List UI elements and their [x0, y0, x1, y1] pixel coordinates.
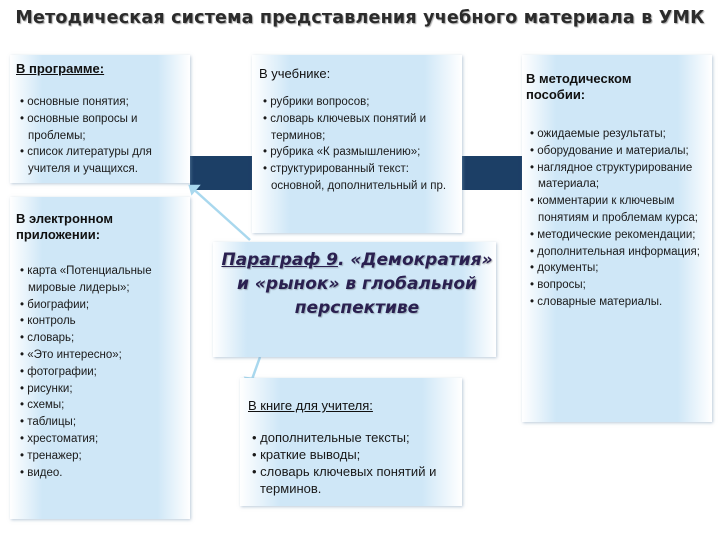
paragraph-box [213, 242, 496, 357]
list-item: • структурированный текст: основной, дополнительный и пр. [259, 161, 459, 195]
list-item: • вопросы; [526, 277, 710, 294]
list-item: • методические рекомендации; [526, 227, 710, 244]
list-item: • список литературы для учителя и учащихся. [16, 144, 188, 178]
arrow-electronic-to-paragraph [190, 186, 250, 240]
paragraph-number: Параграф 9 [221, 250, 338, 270]
textbook-box [252, 55, 462, 233]
list-item: • видео. [16, 465, 188, 482]
list-item: • тренажер; [16, 448, 188, 465]
list-item: • комментарии к ключевым понятиям и проблемам курса; [526, 193, 710, 227]
page-title: Методическая система представления учебного материала в УМК [15, 8, 705, 28]
list-item: • фотографии; [16, 364, 188, 381]
list-item: • оборудование и материалы; [526, 143, 710, 160]
textbook-list [259, 94, 459, 195]
electronic-box [10, 197, 190, 519]
list-item: • схемы; [16, 397, 188, 414]
methodical-box [522, 55, 712, 422]
program-heading: В программе: [16, 61, 105, 76]
program-list [16, 94, 188, 178]
list-item: • краткие выводы; [248, 446, 460, 463]
methodical-list [526, 126, 710, 311]
list-item: • карта «Потенциальные мировые лидеры»; [16, 263, 188, 297]
electronic-list [16, 263, 188, 481]
paragraph-title [217, 248, 497, 320]
list-item: • дополнительные тексты; [248, 429, 460, 446]
list-item: • основные вопросы и проблемы; [16, 111, 188, 145]
list-item: • основные понятия; [16, 94, 188, 111]
teacher-book-heading: В книге для учителя: [248, 398, 373, 413]
list-item: • биографии; [16, 297, 188, 314]
list-item: • рубрика «К размышлению»; [259, 144, 459, 161]
list-item: • таблицы; [16, 414, 188, 431]
program-box [10, 55, 190, 183]
list-item: • документы; [526, 260, 710, 277]
textbook-heading: В учебнике: [259, 66, 331, 81]
list-item: • ожидаемые результаты; [526, 126, 710, 143]
list-item: • «Это интересно»; [16, 347, 188, 364]
teacher-book-box [240, 378, 462, 506]
list-item: • дополнительная информация; [526, 244, 710, 261]
list-item: • хрестоматия; [16, 431, 188, 448]
electronic-heading: В электронном приложении: [16, 211, 114, 242]
list-item: • контроль [16, 313, 188, 330]
list-item: • рубрики вопросов; [259, 94, 459, 111]
methodical-heading: В методическом пособии: [526, 71, 632, 102]
list-item: • словарь; [16, 330, 188, 347]
list-item: • словарь ключевых понятий и терминов. [248, 463, 460, 497]
list-item: • словарь ключевых понятий и терминов; [259, 111, 459, 145]
teacher-book-list [248, 429, 460, 497]
list-item: • словарные материалы. [526, 294, 710, 311]
list-item: • рисунки; [16, 381, 188, 398]
list-item: • наглядное структурирование материала; [526, 160, 710, 194]
paragraph-topic: . «Демократия» и «рынок» в глобальной перспективе [237, 250, 493, 318]
